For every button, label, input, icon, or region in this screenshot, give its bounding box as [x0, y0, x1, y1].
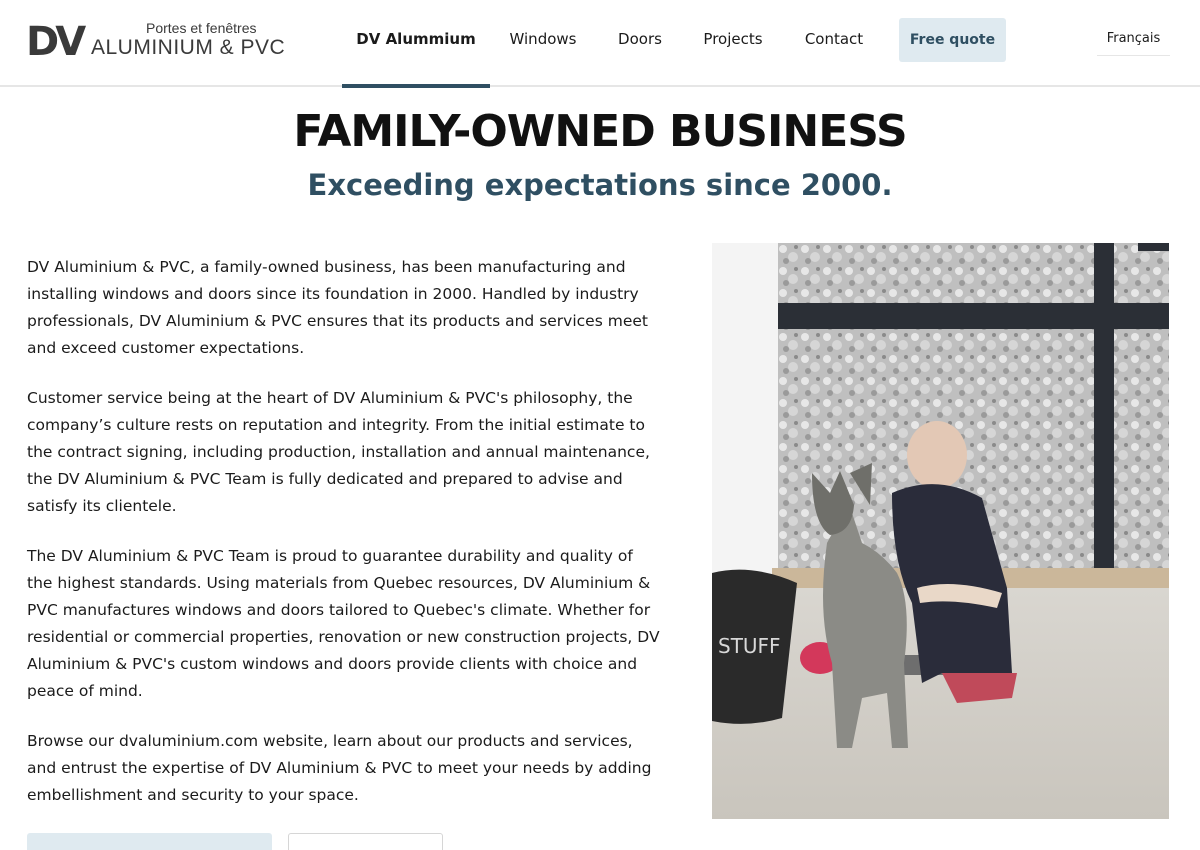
bucket-label: STUFF [718, 634, 781, 658]
paragraph-2: Customer service being at the heart of DV Aluminium & PVC's philosophy, the company’s culture rests on reputation and integrity. From the initial estimate to the contract signing, including production, installation and annual maintenance, the DV Aluminium & PVC Team is fully dedicated and prepared to advise and satisfy its clientele. [27, 389, 650, 515]
primary-button[interactable] [27, 833, 272, 850]
logo-name: ALUMINIUM & PVC [91, 36, 286, 59]
free-quote-button[interactable]: Free quote [899, 18, 1006, 62]
nav-item-projects[interactable]: Projects [703, 30, 763, 48]
paragraph-3: The DV Aluminium & PVC Team is proud to guarantee durability and quality of the highest standards. Using materials from Quebec resources, DV Aluminium & PVC manufactures windows and doors tailored to Quebec's climate. Whether for residential or commercial properties, renovation or new construction projects, DV Aluminium & PVC's custom windows and doors provide clients with choice and peace of mind. [27, 547, 660, 700]
family-photo [712, 243, 1169, 819]
nav-item-contact[interactable]: Contact [804, 30, 864, 48]
logo-mark: DV [26, 19, 83, 65]
secondary-button[interactable] [288, 833, 443, 850]
about-text [27, 254, 663, 832]
language-switch[interactable]: Français [1097, 26, 1170, 56]
page-subtitle: Exceeding expectations since 2000. [307, 168, 893, 202]
nav-item-doors[interactable]: Doors [618, 30, 662, 48]
nav-item-windows[interactable]: Windows [509, 30, 577, 48]
page-title: FAMILY-OWNED BUSINESS [293, 106, 907, 157]
logo-tagline: Portes et fenêtres [146, 20, 257, 36]
paragraph-4: Browse our dvaluminium.com website, learn about our products and services, and entrust the expertise of DV Aluminium & PVC to meet your needs by adding embellishment and security to your space. [27, 732, 652, 804]
nav-item-dv-aluminium[interactable]: DV Alummium [342, 0, 490, 87]
site-header [0, 0, 1200, 87]
paragraph-1: DV Aluminium & PVC, a family-owned business, has been manufacturing and installing windows and doors since its foundation in 2000. Handled by industry professionals, DV Aluminium & PVC ensures that its products and services meet and exceed customer expectations. [27, 258, 648, 357]
logo[interactable] [26, 19, 286, 65]
photo-illustration [712, 243, 1169, 819]
